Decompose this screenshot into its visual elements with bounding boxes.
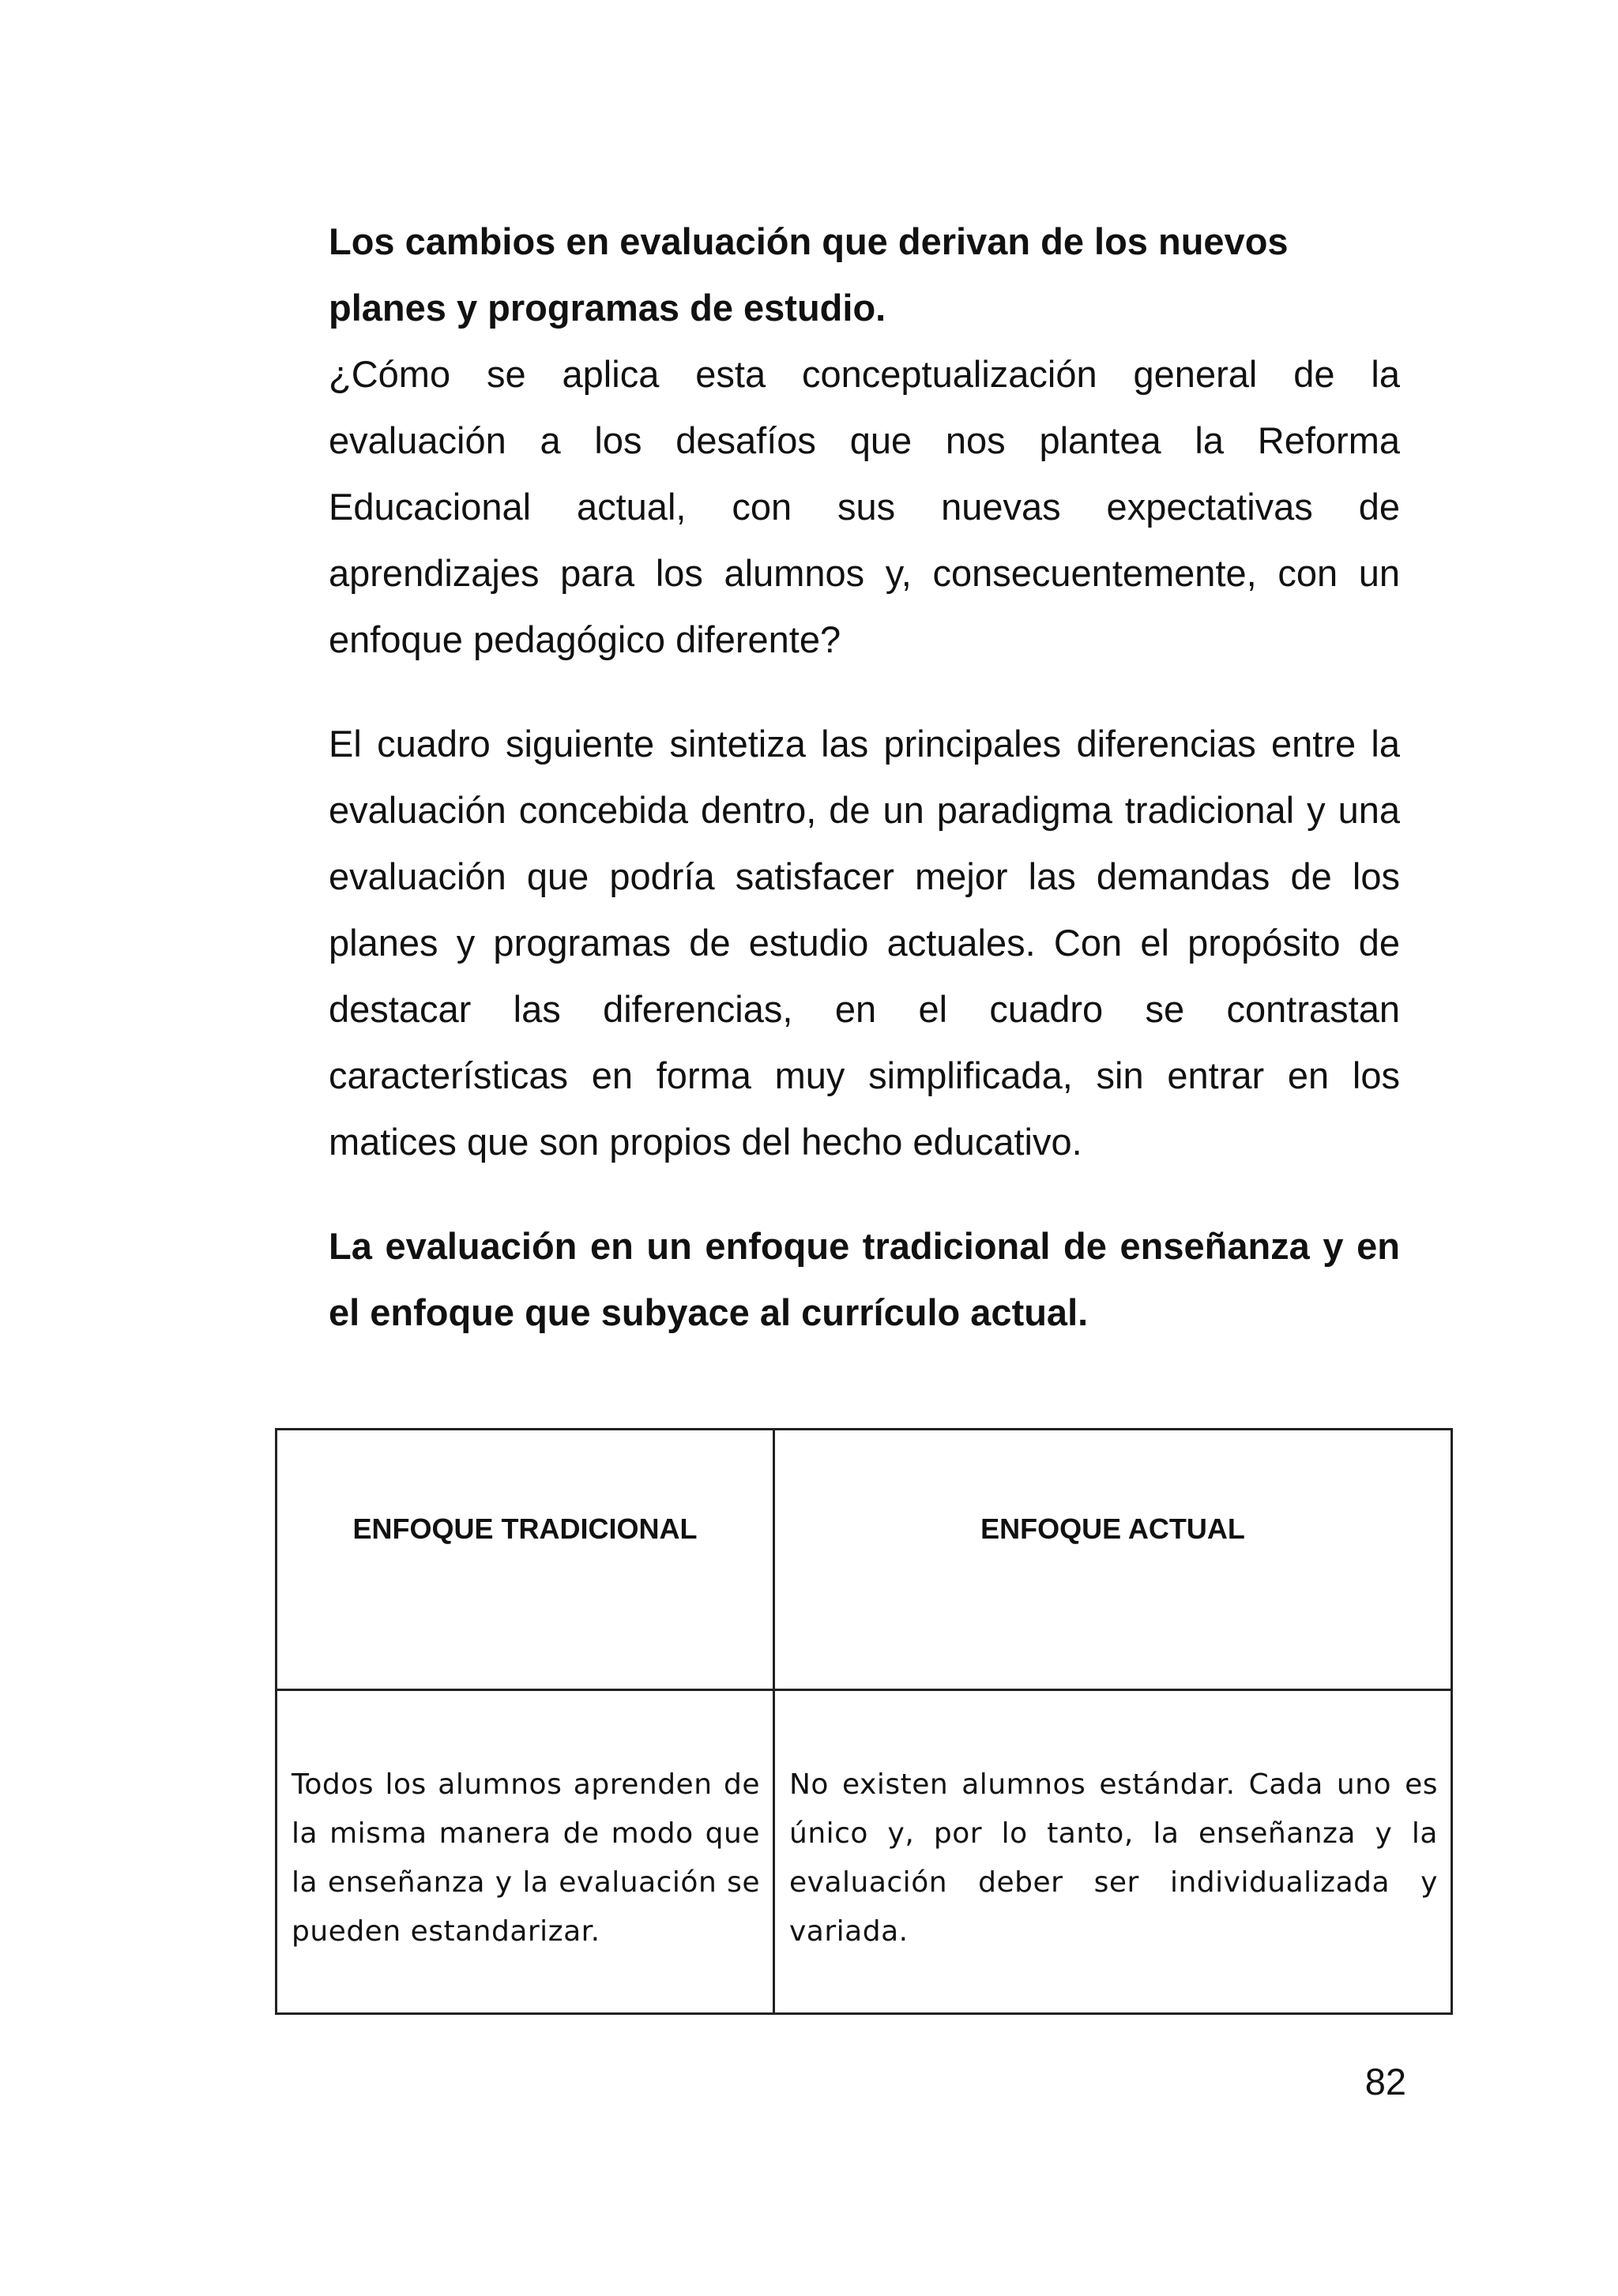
cell-traditional: Todos los alumnos aprenden de la misma manera de modo que la enseñanza y la evaluación se pueden estandarizar.: [277, 1690, 774, 2014]
table-heading: La evaluación en un enfoque tradicional de enseñanza y en el enfoque que subyace al currículo actual.: [329, 1225, 1400, 1333]
page-number: 82: [1364, 2061, 1406, 2102]
section-heading: Los cambios en evaluación que derivan de los nuevos planes y programas de estudio.: [329, 220, 1289, 329]
intro-paragraph: ¿Cómo se aplica esta conceptualización general de la evaluación a los desafíos que nos plantea la Reforma Educacional actual, con sus nuevas expectativas de aprendizajes para los alumnos y, consecuentemente, con un enfoque pedagógico diferente?: [329, 353, 1400, 660]
comparison-table: [275, 1428, 1453, 2015]
header-current: ENFOQUE ACTUAL: [774, 1430, 1452, 1690]
cell-current: No existen alumnos estándar. Cada uno es único y, por lo tanto, la enseñanza y la evaluación deber ser individualizada y variada.: [774, 1690, 1452, 2014]
table-row: [277, 1690, 1452, 2014]
header-traditional: ENFOQUE TRADICIONAL: [277, 1430, 774, 1690]
summary-paragraph: El cuadro siguiente sintetiza las principales diferencias entre la evaluación concebida dentro, de un paradigma tradicional y una evaluación que podría satisfacer mejor las demandas de los planes y programas de estudio actuales. Con el propósito de destacar las diferencias, en el cuadro se contrastan características en forma muy simplificada, sin entrar en los matices que son propios del hecho educativo.: [329, 723, 1400, 1163]
table-header-row: [277, 1430, 1452, 1690]
